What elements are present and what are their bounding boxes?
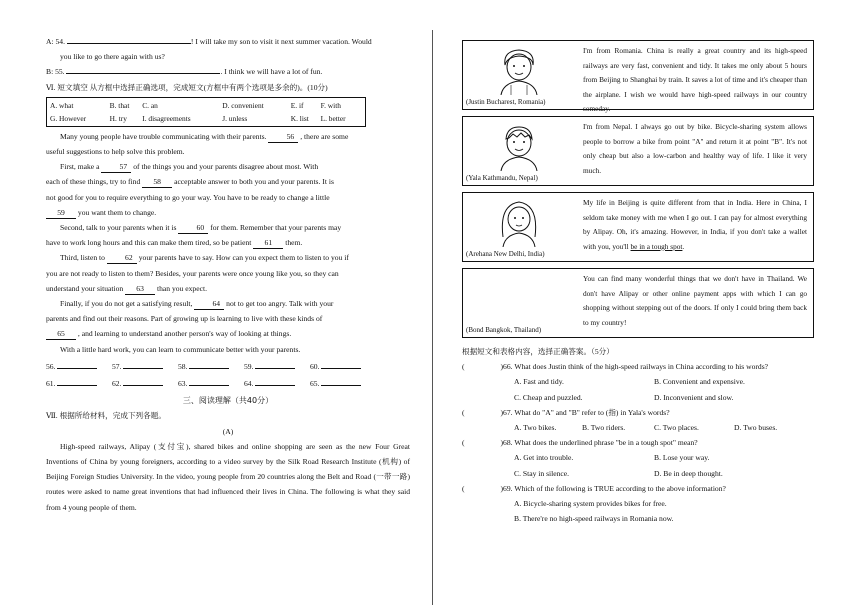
option-a[interactable]: A. Get into trouble. [514,453,574,463]
option-d[interactable]: D. Be in deep thought. [654,468,723,478]
part3-title: 三、阅读理解（共40分） [182,396,274,406]
option-b[interactable]: B. There're no high-speed railways in Romania now. [514,514,674,524]
option-b: B. that [109,100,130,110]
card-caption: (Justin Bucharest, Romania) [466,98,546,106]
question-66: ( )66. What does Justin think of the high-speed railways in China according to his words? A. Fast and tidy. B. Convenient and expensive. C. Cheap and puzzled. D. Inconvenient and slow. [462,359,814,405]
blank-57[interactable]: 57 [101,162,131,173]
option-k: K. list [290,113,309,123]
profile-card-justin [462,40,814,114]
right-column [462,40,814,526]
option-i: I. disagreements [142,113,191,123]
option-f: F. with [320,100,341,110]
option-c: C. an [142,100,158,110]
card-caption: (Yala Kathmandu, Nepal) [466,174,538,182]
question-69-options [462,496,814,526]
boy-portrait-icon [489,121,549,171]
blank-64[interactable]: 64 [194,299,224,310]
paragraph-4-line3: understand your situation 63 than you expect. [46,283,207,293]
paragraph-6: With a little hard work, you can learn to communicate better with your parents. [60,344,301,354]
blank-54[interactable] [67,43,191,44]
paragraph-3-line2: have to work long hours and this can make them tired, so be patient 61 them. [46,238,303,248]
option-e: E. if [290,100,304,110]
blank-65[interactable]: 65 [46,329,76,340]
boy-portrait-icon [489,45,549,95]
section6-title: Ⅵ. 短文填空 从方框中选择正确选项，完成短文(方框中有两个选项是多余的)。(10分) [46,82,328,92]
paragraph-4: Third, listen to 62 your parents have to say. How can you expect them to listen to you if [60,253,349,263]
option-a[interactable]: A. Bicycle-sharing system provides bikes for free. [514,499,667,509]
answer-slot[interactable]: 62. [112,376,178,391]
answer-slot[interactable]: 57. [112,359,178,374]
blank-56[interactable]: 56 [268,132,298,143]
option-c[interactable]: C. Stay in silence. [514,468,570,478]
question-68-options [462,450,814,480]
answer-slot[interactable]: 59. [244,359,310,374]
underlined-phrase: be in a tough spot [630,241,683,251]
answer-slot[interactable]: 58. [178,359,244,374]
dialog-line-54-cont: you like to go there again with us? [60,52,165,62]
blank-60[interactable]: 60 [178,223,208,234]
dialog-line-55: B: 55. . I think we will have a lot of fun. [46,67,323,77]
card-text: I'm from Romania. China is really a great country and its high-speed railways are very fast, convenient and tidy. It takes me only about 5 hours from Beijing to Shanghai by train. It saves a lot of time and it's cheaper than the airplane. I wish we would have high-speed railways in our country someday. [583,46,807,114]
option-c[interactable]: C. Two places. [654,423,699,433]
paragraph-2: First, make a 57 of the things you and your parents disagree about most. With [60,162,319,172]
option-g: G. However [50,113,87,123]
passage-text: High-speed railways, Alipay (支付宝), shared bikes and online shopping are seen as the new Four Great Inventions of China by young foreigners, according to a video survey by the Silk Road Research Institute (机构) of Beijing Foreign Studies University. In the video, young people from 20 countries along the Belt and Road (一带一路) routes were asked to name great inventions that had influenced their lives in China. The following is what they said from 4 young people of them. [46,441,410,512]
left-column [46,34,410,515]
paragraph-1: Many young people have trouble communicating with their parents. 56 , there are some [60,131,349,141]
question-67: ( )67. What do "A" and "B" refer to (指) in Yala's words? A. Two bikes. B. Two riders. C. Two places. D. Two buses. [462,405,814,435]
paragraph-2-line3: not good for you to require everything to go your way. You have to be ready to change a little [46,192,330,202]
option-l: L. better [320,113,346,123]
question-67-options [462,420,814,435]
blank-61[interactable]: 61 [253,238,283,249]
question-66-options [462,374,814,404]
paragraph-5-line2: parents and find out their reasons. Part of growing up is learning to live with these kinds of [46,314,323,324]
card-text: My life in Beijing is quite different from that in India. Here in China, I seldom take money with me when I go out. I can pay for almost everything by Alipay. Oh, it's amazing. However, in India, if you don't take a wallet with you, you'll be in a tough spot. [583,198,807,251]
blank-55[interactable] [66,73,220,74]
options-box [46,97,366,127]
answer-slot[interactable]: 60. [310,359,376,374]
option-d: D. convenient [222,100,264,110]
answer-slot[interactable]: 65. [310,376,376,391]
answer-slot[interactable]: 63. [178,376,244,391]
passage-label: (A) [222,426,234,436]
option-a: A. what [50,100,74,110]
dialog-line-54: A: 54. ! I will take my son to visit it next summer vacation. Would [46,37,372,46]
answer-slot[interactable]: 64. [244,376,310,391]
column-divider [432,30,433,605]
option-d[interactable]: D. Inconvenient and slow. [654,392,734,402]
blank-59[interactable]: 59 [46,208,76,219]
options-row-2 [50,112,362,125]
paragraph-2-line4: 59 you want them to change. [46,205,410,220]
profile-card-bond [462,268,814,338]
paragraph-2-line2: each of these things, try to find 58 acceptable answer to both you and your parents. It is [46,177,334,187]
option-h: H. try [109,113,127,123]
profile-card-arehana [462,192,814,262]
paragraph-5-line3: 65 , and learning to understand another person's way of looking at things. [46,326,410,341]
option-d[interactable]: D. Two buses. [734,423,778,433]
options-row-1 [50,99,362,112]
option-c[interactable]: C. Cheap and puzzled. [514,392,583,402]
paragraph-3: Second, talk to your parents when it is 60 for them. Remember that your parents may [60,223,342,233]
question-69: ( )69. Which of the following is TRUE according to the above information? A. Bicycle-sharing system provides bikes for free. B. There're no high-speed railways in Romania now. [462,481,814,527]
question-68: ( )68. What does the underlined phrase "be in a tough spot" mean? A. Get into trouble. B. Lose your way. C. Stay in silence. D. Be in deep thought. [462,435,814,481]
profile-card-yala [462,116,814,186]
paragraph-4-line2: you are not ready to listen to them? Besides, your parents were once young like you, so they can [46,268,339,278]
blank-63[interactable]: 63 [125,284,155,295]
section7-title: Ⅶ. 根据所给材料，完成下列各题。 [46,411,166,421]
answer-slot[interactable]: 61. [46,376,112,391]
card-caption: (Arehana New Delhi, India) [466,250,545,258]
blank-58[interactable]: 58 [142,177,172,188]
card-caption: (Bond Bangkok, Thailand) [466,326,542,334]
paragraph-5: Finally, if you do not get a satisfying result, 64 not to get too angry. Talk with your [60,299,334,309]
card-text: I'm from Nepal. I always go out by bike. Bicycle-sharing system allows people to borrow a bike from point "A" and return it at point "B". It's not only cheap but also a low-carbon and healthy way of life. I like it very much. [583,122,807,175]
option-a[interactable]: A. Fast and tidy. [514,377,564,387]
blank-62[interactable]: 62 [107,253,137,264]
option-b[interactable]: B. Lose your way. [654,453,710,463]
answer-slot[interactable]: 56. [46,359,112,374]
option-a[interactable]: A. Two bikes. [514,423,557,433]
card-text: You can find many wonderful things that we don't have in Thailand. We don't have Alipay or other online payment apps with which I can go shopping without stepping out of the doors. If only I could bring them back to my country! [583,274,807,327]
option-b[interactable]: B. Convenient and expensive. [654,377,745,387]
option-b[interactable]: B. Two riders. [582,423,626,433]
section-instruction: 根据短文和表格内容，选择正确答案。（5分） [462,347,614,356]
answer-grid [46,359,410,391]
paragraph-1-cont: useful suggestions to help solve this problem. [46,147,185,157]
girl-portrait-icon [489,197,549,247]
option-j: J. unless [222,113,248,123]
